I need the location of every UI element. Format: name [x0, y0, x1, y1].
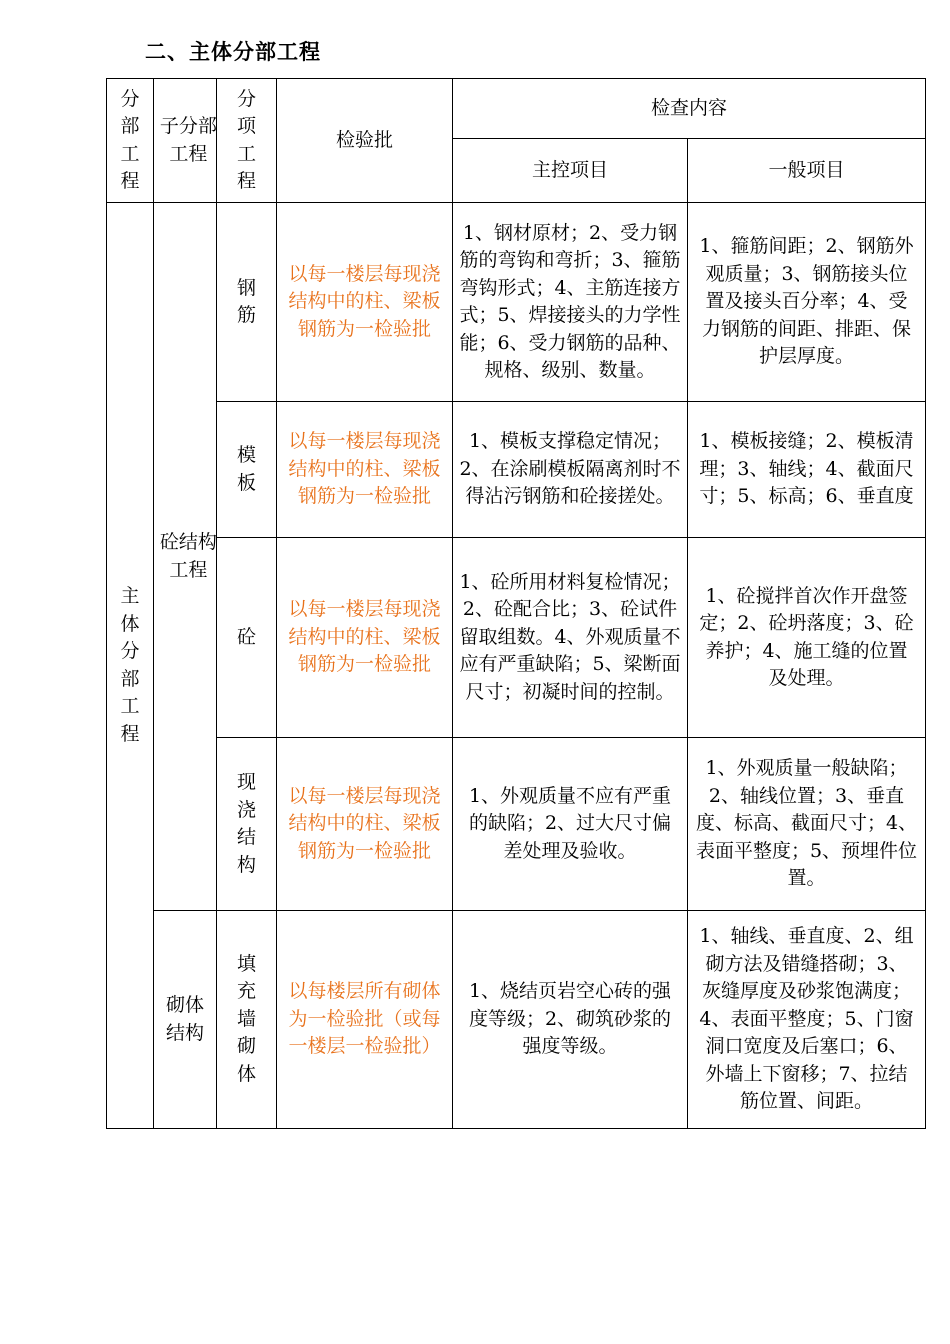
header-subdivision: 子分部工程: [154, 79, 217, 203]
lot-text: 以每一楼层每现浇结构中的柱、梁板钢筋为一检验批: [277, 203, 453, 402]
general-text: 1、轴线、垂直度、2、组砌方法及错缝搭砌；3、灰缝厚度及砂浆饱满度；4、表面平整度；5、门窗洞口宽度及后塞口；6、外墙上下窗移；7、拉结筋位置、间距。: [688, 911, 926, 1129]
item-name: 钢筋: [217, 203, 277, 402]
main-control-text: 1、模板支撑稳定情况；2、在涂刷模板隔离剂时不得沾污钢筋和砼接搓处。: [453, 402, 688, 538]
header-division: 分部工程: [107, 79, 154, 203]
lot-text: 以每一楼层每现浇结构中的柱、梁板钢筋为一检验批: [277, 402, 453, 538]
section-title: 二、主体分部工程: [145, 40, 321, 64]
inspection-table: [106, 78, 926, 1129]
subdivision-concrete: 砼结构工程: [154, 203, 217, 911]
main-control-text: 1、钢材原材；2、受力钢筋的弯钩和弯折；3、箍筋弯钩形式；4、主筋连接方式；5、焊接接头的力学性能；6、受力钢筋的品种、规格、级别、数量。: [453, 203, 688, 402]
main-control-text: 1、烧结页岩空心砖的强度等级；2、砌筑砂浆的强度等级。: [453, 911, 688, 1129]
lot-text: 以每一楼层每现浇结构中的柱、梁板钢筋为一检验批: [277, 538, 453, 738]
general-text: 1、外观质量一般缺陷；2、轴线位置；3、垂直度、标高、截面尺寸；4、表面平整度；5、预埋件位置。: [688, 738, 926, 911]
item-name: 砼: [217, 538, 277, 738]
subdivision-masonry: 砌体结构: [154, 911, 217, 1129]
division-name: 主体分部工程: [107, 203, 154, 1129]
header-general: 一般项目: [688, 139, 926, 203]
item-name: 现浇结构: [217, 738, 277, 911]
main-control-text: 1、外观质量不应有严重的缺陷；2、过大尺寸偏差处理及验收。: [453, 738, 688, 911]
header-item: 分项工程: [217, 79, 277, 203]
lot-text: 以每楼层所有砌体为一检验批（或每一楼层一检验批）: [277, 911, 453, 1129]
lot-text: 以每一楼层每现浇结构中的柱、梁板钢筋为一检验批: [277, 738, 453, 911]
header-lot: 检验批: [277, 79, 453, 203]
header-inspection: 检查内容: [453, 79, 926, 139]
general-text: 1、砼搅拌首次作开盘签定；2、砼坍落度；3、砼养护；4、施工缝的位置及处理。: [688, 538, 926, 738]
general-text: 1、箍筋间距；2、钢筋外观质量；3、钢筋接头位置及接头百分率；4、受力钢筋的间距、排距、保护层厚度。: [688, 203, 926, 402]
general-text: 1、模板接缝；2、模板清理；3、轴线；4、截面尺寸；5、标高；6、垂直度: [688, 402, 926, 538]
main-control-text: 1、砼所用材料复检情况；2、砼配合比；3、砼试件留取组数。4、外观质量不应有严重缺陷；5、梁断面尺寸；初凝时间的控制。: [453, 538, 688, 738]
header-main-control: 主控项目: [453, 139, 688, 203]
item-name: 模板: [217, 402, 277, 538]
item-name: 填充墙砌体: [217, 911, 277, 1129]
